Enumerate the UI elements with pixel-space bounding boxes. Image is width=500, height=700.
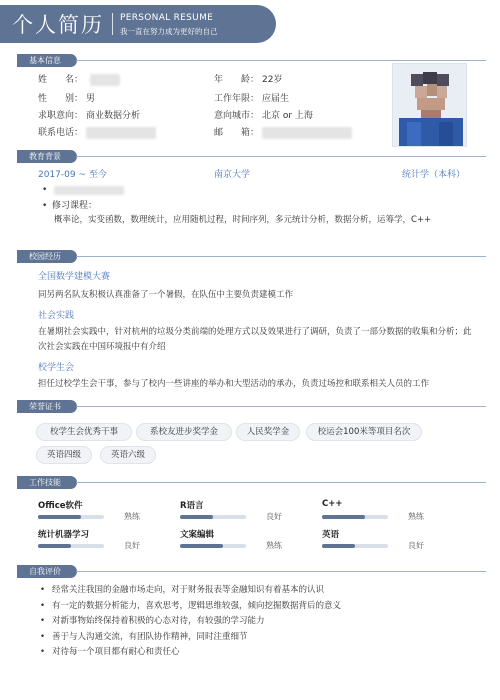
courses-list: 概率论，实变函数，数理统计，应用随机过程，时间序列，多元统计分析，数据分析，运筹学，C++ [54, 215, 432, 225]
gender-label: 性 别： [38, 94, 84, 104]
campus-item-desc: 担任过校学生会干事，参与了校内一些讲座的举办和大型活动的承办，负责过场控和联系相关人员的工作 [38, 379, 430, 389]
campus-item-desc: 同另两名队友积极认真准备了一个暑假，在队伍中主要负责建模工作 [38, 290, 294, 300]
self-eval-item: • 有一定的数据分析能力，喜欢思考，逻辑思维较强，倾向挖掘数据背后的意义 [40, 599, 341, 615]
edu-school: 南京大学 [214, 170, 251, 180]
campus-item-title: 全国数学建模大赛 [38, 272, 111, 282]
award-tag: 英语六级 [100, 446, 156, 464]
skill-level: 熟练 [266, 541, 282, 550]
phone-redacted [86, 127, 156, 139]
award-tag: 系校友进步奖学金 [136, 423, 232, 441]
section-line [76, 406, 486, 407]
email-label: 邮 箱： [214, 128, 260, 138]
campus-item-title: 校学生会 [38, 363, 75, 373]
courses-label: 修习课程： [52, 201, 98, 211]
profile-photo [392, 63, 467, 147]
name-redacted [90, 74, 120, 86]
section-title: 教育背景 [17, 150, 77, 163]
job-label: 求职意向： [38, 111, 84, 121]
award-tag: 人民奖学金 [236, 423, 300, 441]
years-label: 工作年限： [214, 94, 260, 104]
skill-bar-fill [38, 544, 71, 548]
edu-redacted [54, 186, 124, 195]
email-redacted [262, 127, 352, 139]
gender-value: 男 [86, 94, 96, 104]
section-awards [0, 400, 500, 414]
section-education [0, 150, 500, 164]
section-line [76, 256, 486, 257]
skill-bar-fill [322, 544, 355, 548]
age-value: 22岁 [262, 75, 283, 85]
award-tag: 校运会100米等项目名次 [306, 423, 422, 441]
skill-level: 熟练 [408, 512, 424, 521]
skill-bar [38, 544, 104, 548]
resume-title-en: PERSONAL RESUME [120, 13, 214, 23]
campus-item-title: 社会实践 [38, 311, 75, 321]
section-skills [0, 476, 500, 490]
skill-name: Office软件 [38, 501, 83, 511]
section-line [76, 156, 486, 157]
header-divider [112, 13, 113, 35]
city-value: 北京 or 上海 [262, 111, 313, 121]
section-line [76, 482, 486, 483]
age-label: 年 龄： [214, 75, 260, 85]
self-eval-item: • 善于与人沟通交流，有团队协作精神，同时注重细节 [40, 630, 341, 646]
skill-bar-fill [180, 515, 213, 519]
award-tag: 英语四级 [36, 446, 92, 464]
phone-label: 联系电话： [38, 128, 84, 138]
section-title: 校园经历 [17, 250, 77, 263]
years-value: 应届生 [262, 94, 290, 104]
name-label: 姓 名： [38, 75, 84, 85]
skill-level: 熟练 [124, 512, 140, 521]
courses-bullet: • [42, 201, 48, 211]
edu-bullet: • [42, 185, 48, 195]
skill-bar [322, 515, 388, 519]
section-title: 基本信息 [17, 54, 77, 67]
section-self-eval [0, 565, 500, 579]
skill-bar-fill [38, 515, 81, 519]
skill-name: 统计机器学习 [38, 530, 90, 540]
section-title: 荣誉证书 [17, 400, 77, 413]
section-campus [0, 250, 500, 264]
resume-header [0, 5, 276, 43]
resume-title: 个人简历 [12, 13, 104, 37]
avatar-icon [393, 64, 467, 147]
self-eval-list [40, 583, 341, 661]
award-tag: 校学生会优秀干事 [36, 423, 132, 441]
skill-name: R语言 [180, 501, 204, 511]
self-eval-item: • 对新事物始终保持着积极的心态对待，有较强的学习能力 [40, 614, 341, 630]
city-label: 意向城市： [214, 111, 260, 121]
section-line [76, 60, 486, 61]
edu-major: 统计学（本科） [402, 170, 466, 180]
skill-bar-fill [322, 515, 365, 519]
skill-name: 英语 [322, 530, 340, 540]
section-title: 工作技能 [17, 476, 77, 489]
skill-bar-fill [180, 544, 223, 548]
self-eval-item: • 经常关注我国的金融市场走向，对于财务报表等金融知识有着基本的认识 [40, 583, 341, 599]
resume-subtitle: 我一直在努力成为更好的自己 [120, 27, 218, 36]
self-eval-item: • 对待每一个项目都有耐心和责任心 [40, 645, 341, 661]
skill-level: 良好 [124, 541, 140, 550]
edu-period: 2017-09 ~ 至今 [38, 170, 107, 180]
section-title: 自我评价 [17, 565, 77, 578]
skill-bar [180, 544, 246, 548]
skill-level: 良好 [266, 512, 282, 521]
job-value: 商业数据分析 [86, 111, 141, 121]
skill-bar [322, 544, 388, 548]
skill-name: C++ [322, 499, 343, 509]
skill-level: 良好 [408, 541, 424, 550]
skill-name: 文案编辑 [180, 530, 215, 540]
skill-bar [38, 515, 104, 519]
section-line [76, 571, 486, 572]
campus-item-desc: 在暑期社会实践中，针对杭州的垃圾分类前端的处理方式以及效果进行了调研，负责了一部分数据的收集和分析；此次社会实践在中国环境报中有介绍 [38, 327, 472, 352]
skill-bar [180, 515, 246, 519]
